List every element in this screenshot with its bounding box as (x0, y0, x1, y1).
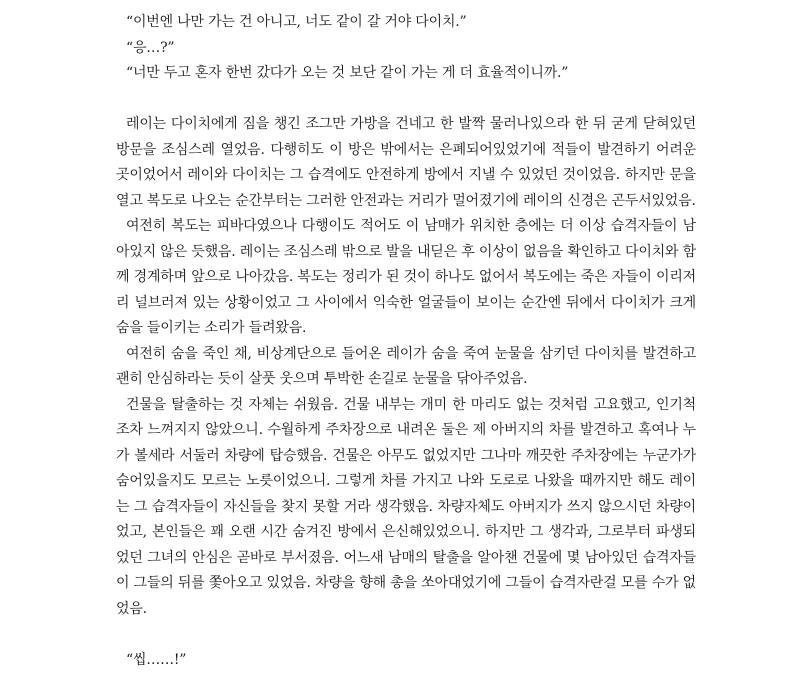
narration (116, 112, 696, 622)
paragraph: 레이는 다이치에게 짐을 챙긴 조그만 가방을 건네고 한 발짝 물러나있으라 한 뒤 굳게 닫혀있던 방문을 조심스레 열었음. 다행히도 이 방은 밖에서는 은폐되어있었기에 적들이 발견하기 어려운 곳이었어서 레이와 다이치는 그 습격에도 안전하게 방에서 지낼 수 있었던 것이었음. 하지만 문을 열고 복도로 나오는 순간부터는 그러한 안전과는 거리가 멀어졌기에 레이의 신경은 곤두서있었음. (116, 112, 696, 214)
dialogue-line: “씹……!” (116, 648, 696, 673)
dialogue-line: “이번엔 나만 가는 건 아니고, 너도 같이 갈 거야 다이치.” (116, 10, 696, 36)
paragraph: 여전히 숨을 죽인 채, 비상계단으로 들어온 레이가 숨을 죽여 눈물을 삼키던 다이치를 발견하고 괜히 안심하라는 듯이 살풋 웃으며 투박한 손길로 눈물을 닦아주었음. (116, 342, 696, 393)
dialogue-bottom (116, 648, 696, 673)
document-body (116, 10, 696, 673)
dialogue-line: “너만 두고 혼자 한번 갔다가 오는 것 보단 같이 가는 게 더 효율적이니까.” (116, 61, 696, 87)
paragraph: 여전히 복도는 피바다였으나 다행이도 적어도 이 남매가 위치한 층에는 더 이상 습격자들이 남아있지 않은 듯했음. 레이는 조심스레 밖으로 발을 내딛은 후 이상이 없음을 확인하고 다이치와 함께 경계하며 앞으로 나아갔음. 복도는 정리가 된 것이 하나도 없어서 복도에는 죽은 자들이 이리저리 널브러져 있는 상황이었고 그 사이에서 익숙한 얼굴들이 보이는 순간엔 뒤에서 다이치가 크게 숨을 들이키는 소리가 들려왔음. (116, 214, 696, 342)
paragraph-gap (116, 622, 696, 648)
dialogue-top (116, 10, 696, 87)
paragraph-gap (116, 87, 696, 113)
paragraph: 건물을 탈출하는 것 자체는 쉬웠음. 건물 내부는 개미 한 마리도 없는 것처럼 고요했고, 인기척조차 느껴지지 않았으니. 수월하게 주차장으로 내려온 둘은 제 아버지의 차를 발견하고 혹여나 누가 볼세라 서둘러 차량에 탑승했음. 건물은 아무도 없었지만 그나마 깨끗한 주차장에는 누군가가 숨어있을지도 모르는 노릇이었으니. 그렇게 차를 가지고 나와 도로로 나왔을 때까지만 해도 레이는 그 습격자들이 자신들을 찾지 못할 거라 생각했음. 차량자체도 아버지가 쓰지 않으시던 차량이었고, 본인들은 꽤 오랜 시간 숨겨진 방에서 은신해있었으니. 하지만 그 생각과, 그로부터 파생되었던 그녀의 안심은 곧바로 부서졌음. 어느새 남매의 탈출을 알아챈 건물에 몇 남아있던 습격자들이 그들의 뒤를 쫓아오고 있었음. 차량을 향해 총을 쏘아대었기에 그들이 습격자란걸 모를 수가 없었음. (116, 393, 696, 623)
dialogue-line: “응…?” (116, 36, 696, 62)
